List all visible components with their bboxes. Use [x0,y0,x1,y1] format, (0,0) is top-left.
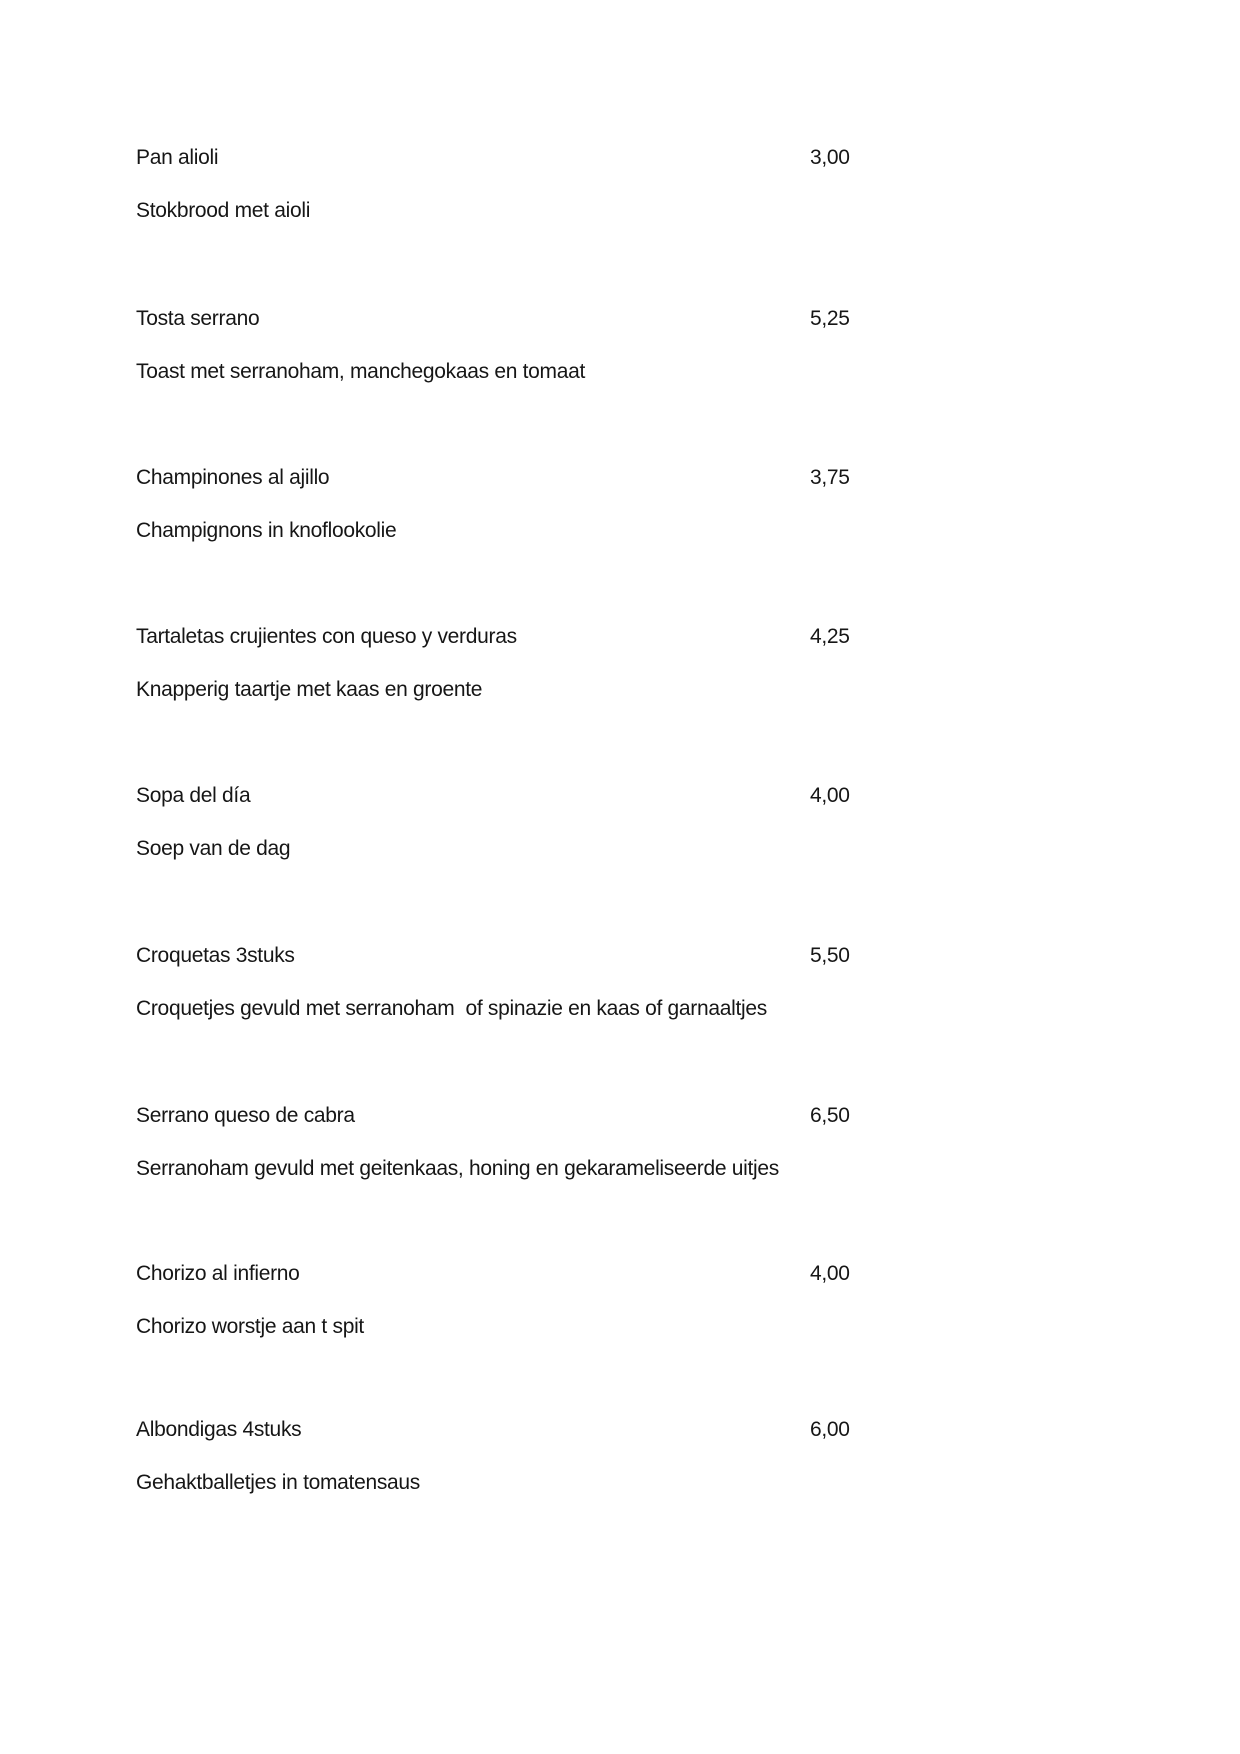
item-price: 4,25 [810,625,850,648]
menu-item [136,147,1200,221]
item-description: Champignons in knoflookolie [136,519,397,542]
item-description: Gehaktballetjes in tomatensaus [136,1471,421,1494]
item-name: Chorizo al infierno [136,1262,300,1285]
item-description: Serranoham gevuld met geitenkaas, honing en gekarameliseerde uitjes [136,1157,779,1180]
item-name: Pan alioli [136,146,219,169]
item-description: Stokbrood met aioli [136,199,311,222]
item-price: 5,50 [810,944,850,967]
item-price: 4,00 [810,1262,850,1285]
menu-item [136,785,1200,859]
item-name: Tosta serrano [136,307,260,330]
item-name: Serrano queso de cabra [136,1104,355,1127]
item-description: Toast met serranoham, manchegokaas en tomaat [136,360,586,383]
item-price: 3,75 [810,466,850,489]
item-description: Soep van de dag [136,837,291,860]
item-name: Sopa del día [136,784,251,807]
item-price: 3,00 [810,146,850,169]
item-name: Albondigas 4stuks [136,1418,302,1441]
item-description: Chorizo worstje aan t spit [136,1315,364,1338]
item-price: 5,25 [810,307,850,330]
item-description: Croquetjes gevuld met serranoham of spinazie en kaas of garnaaltjes [136,997,767,1020]
menu-item [136,1105,1200,1179]
item-name: Tartaletas crujientes con queso y verduras [136,625,517,648]
menu-item [136,626,1200,700]
item-name: Croquetas 3stuks [136,944,295,967]
menu-item [136,1263,1200,1337]
item-name: Champinones al ajillo [136,466,330,489]
menu-item [136,945,1200,1019]
item-price: 6,50 [810,1104,850,1127]
item-price: 6,00 [810,1418,850,1441]
item-description: Knapperig taartje met kaas en groente [136,678,483,701]
menu-item [136,308,1200,382]
menu-item [136,1419,1200,1493]
menu-item [136,467,1200,541]
item-price: 4,00 [810,784,850,807]
